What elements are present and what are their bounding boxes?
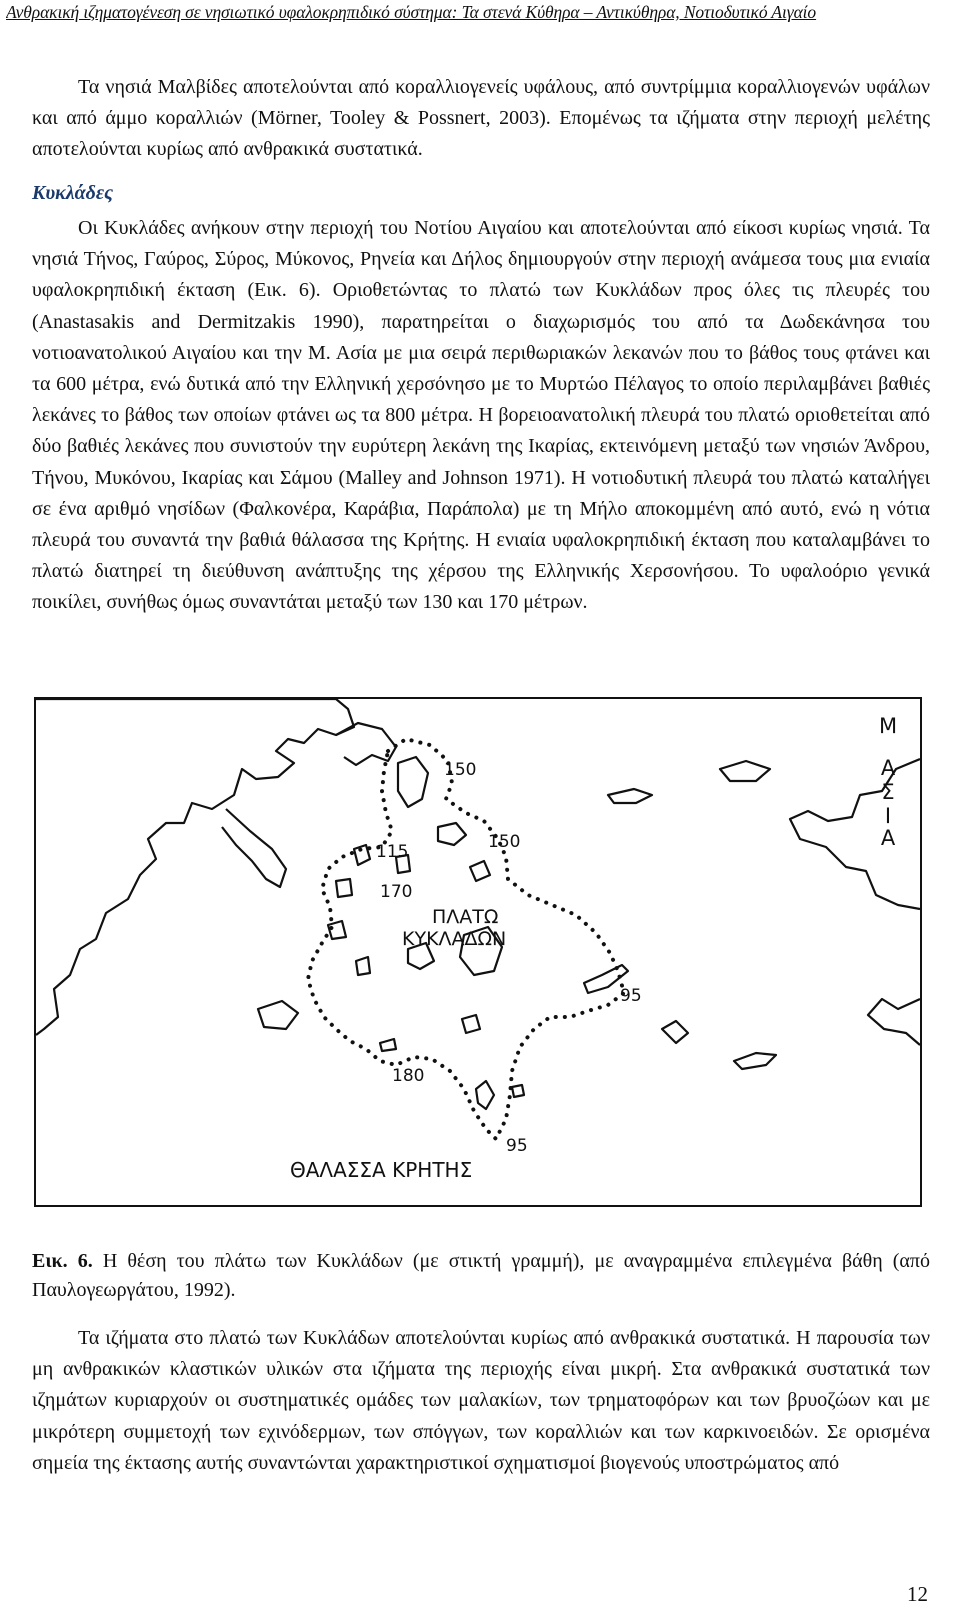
figure-caption-text: Η θέση του πλάτω των Κυκλάδων (με στικτή γραμμή), με αναγραμμένα επιλεγμένα βάθη (από Παυλογεωργάτου, 1992). xyxy=(32,1250,930,1301)
paragraph-cyclades xyxy=(32,213,930,619)
paragraph-malvides xyxy=(32,72,930,166)
euboea-island xyxy=(336,723,396,765)
asia-minor-coast xyxy=(790,759,920,909)
island-santorini xyxy=(476,1081,494,1109)
section-heading-cyclades: Κυκλάδες xyxy=(32,182,114,204)
map-label-asia-5: Α xyxy=(880,826,896,850)
map-drawing xyxy=(36,699,920,1205)
island-mykonos xyxy=(470,861,490,881)
island-kos-dodecanese xyxy=(734,1053,776,1069)
map-label-plateau-2: ΚΥΚΛΑΔΩΝ xyxy=(402,928,507,950)
figure-map-cyclades-plateau xyxy=(34,697,922,1207)
map-label-depth-west-lower: 170 xyxy=(380,882,413,902)
island-tinos xyxy=(438,823,466,845)
island-anafi xyxy=(512,1085,524,1097)
running-header: Ανθρακική ιζηματογένεση σε νησιωτικό υφαλοκρηπιδικό σύστημα: Τα στενά Κύθηρα – Αντικύθηρα, Νοτιοδυτικό Αιγαίο xyxy=(6,2,817,22)
island-serifos xyxy=(328,921,346,939)
map-label-depth-north: 150 xyxy=(444,760,477,780)
paragraph-text: Τα νησιά Μαλβίδες αποτελούνται από κοραλλιογενείς υφάλους, από συντρίμμια κοραλλιογενών υφάλων και από άμμο κοραλλιών (Mörner, Tooley & Possnert, 2003). Επομένως τα ιζήματα στην περιοχή μελέτης αποτελούνται κυρίως από ανθρακικά συστατικά. xyxy=(32,76,930,161)
map-label-asia-4: Ι xyxy=(884,804,892,828)
attica-peninsula xyxy=(222,809,286,887)
island-milos xyxy=(258,1001,298,1029)
island-andros xyxy=(398,757,428,807)
map-label-asia-1: Μ xyxy=(878,714,898,738)
paragraph-sediments xyxy=(32,1323,930,1479)
map-label-depth-west-upper: 115 xyxy=(376,842,409,862)
figure-caption xyxy=(32,1247,930,1305)
island-kythnos xyxy=(336,879,352,897)
island-sifnos xyxy=(356,957,370,975)
figure-label: Εικ. 6. xyxy=(32,1250,93,1272)
island-samos xyxy=(720,761,770,781)
map-label-sea: ΘΑΛΑΣΣΑ ΚΡΗΤΗΣ xyxy=(290,1158,473,1182)
map-label-asia-3: Σ xyxy=(881,780,895,804)
paragraph-text: Τα ιζήματα στο πλατώ των Κυκλάδων αποτελούνται κυρίως από ανθρακικά συστατικά. Η παρουσία των μη ανθρακικών κλαστικών υλικών στα ιζήματα της περιοχής είναι μικρή. Στα ανθρακικά συστατικά των ιζημάτων κυριαρχούν οι συστηματικές ομάδες των μαλακίων, των τρηματοφόρων και των βρυοζώων και με μικρότερη συμμετοχή των εχινόδερμων, των σπόγγων, των κοραλλιών και των καρκινοειδών. Σε ορισμένα σημεία της έκτασης αυτής συναντώνται χαρακτηριστικοί σχηματισμοί βιογενούς υποστρώματος από xyxy=(32,1327,930,1474)
map-label-depth-east: 95 xyxy=(620,986,642,1006)
island-folegandros xyxy=(380,1039,396,1051)
island-astypalaia xyxy=(662,1021,688,1043)
page-number: 12 xyxy=(907,1582,928,1606)
map-label-depth-south: 95 xyxy=(506,1136,528,1156)
map-label-depth-southwest: 180 xyxy=(392,1066,425,1086)
mainland-greece xyxy=(36,699,354,1035)
map-label-depth-northeast: 150 xyxy=(488,832,521,852)
map-label-asia-2: Α xyxy=(880,756,896,780)
island-ikaria xyxy=(608,789,652,803)
asia-minor-coast-south xyxy=(868,999,920,1045)
paragraph-text: Οι Κυκλάδες ανήκουν στην περιοχή του Νοτίου Αιγαίου και αποτελούνται από είκοσι κυρίως νησιά. Τα νησιά Τήνος, Γαύρος, Σύρος, Μύκονος, Ρηνεία και Δήλος δημιουργούν στην περιοχή ανάμεσα τους μια ενιαία υφαλοκρηπιδική έκταση (Εικ. 6). Οριοθετώντας το πλατώ των Κυκλάδων προς όλες τις πλευρές του (Anastasakis and Dermitzakis 1990), παρατηρείται ο διαχωρισμός του από τα Δωδεκάνησα του νοτιοανατολικού Αιγαίου και την Μ. Ασία με μια σειρά περιθωριακών λεκανών που το βάθος τους φτάνει και τα 600 μέτρα, ενώ δυτικά από την Ελληνική χερσόνησο με το Μυρτώο Πέλαγος το οποίο περιλαμβάνει βαθιές λεκάνες το βάθος των οποίων φτάνει ως τα 800 μέτρα. Η βορειοανατολική πλευρά του πλατώ οριοθετείται από δύο βαθιές λεκάνες που συνιστούν την ευρύτερη λεκάνη της Ικαρίας, εκτεινόμενη μεταξύ των νησιών Άνδρου, Τήνου, Μυκόνου, Ικαρίας και Σάμου (Malley and Johnson 1971). Η νοτιοδυτική πλευρά του πλατώ καταλήγει σε ένα αριθμό νησίδων (Φαλκονέρα, Καράβια, Παράπολα) με τη Μήλο αποκομμένη από αυτό, ενώ η νότια πλευρά του συναντά την βαθιά θάλασσα της Κρήτης. Η ενιαία υφαλοκρηπιδική έκταση που καταλαμβάνει το πλατώ διατηρεί τη διεύθυνση ανάπτυξης της χέρσου της Ελληνικής Χερσονήσου. Το υφαλοόριο γενικά ποικίλει, συνήθως όμως συναντάται μεταξύ των 130 και 170 μέτρων. xyxy=(32,217,930,614)
island-ios xyxy=(462,1015,480,1033)
map-label-plateau-1: ΠΛΑΤΩ xyxy=(432,906,499,928)
